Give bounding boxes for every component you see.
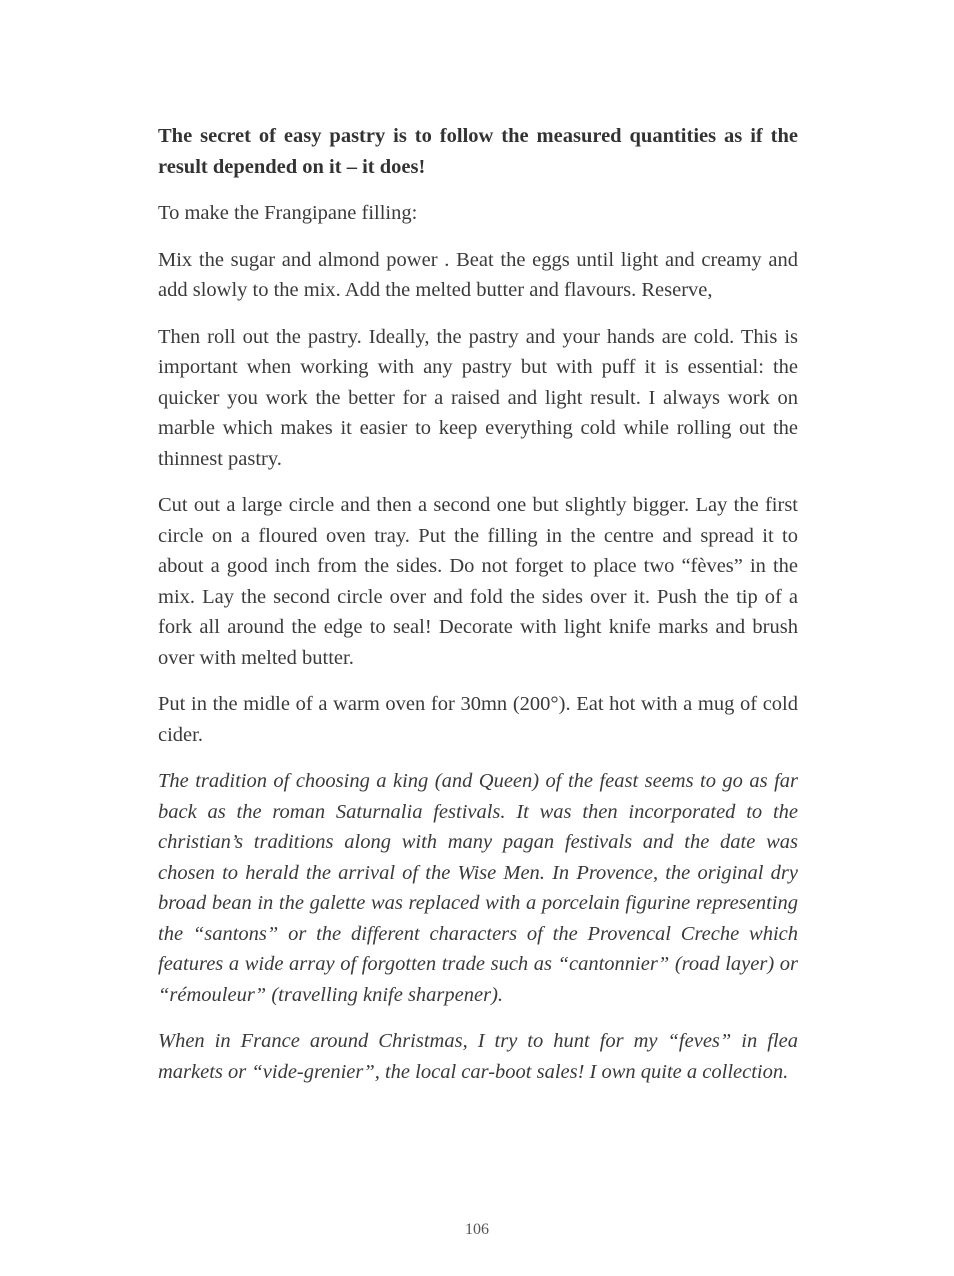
page-number: 106	[465, 1221, 489, 1238]
page-text-block	[158, 121, 798, 1103]
paragraph-roll-pastry: Then roll out the pastry. Ideally, the pastry and your hands are cold. This is important when working with any pastry but with puff it is essential: the quicker you work the better for a raised and light result. I always work on marble which makes it easier to keep everything cold while rolling out the thinnest pastry.	[158, 325, 798, 470]
paragraph-feves-collection-note: When in France around Christmas, I try to hunt for my “feves” in flea markets or “vide-grenier”, the local car-boot sales! I own quite a collection.	[158, 1030, 798, 1083]
paragraph-frangipane-intro: To make the Frangipane filling:	[158, 202, 418, 224]
recipe-heading: The secret of easy pastry is to follow the measured quantities as if the result depended on it – it does!	[158, 125, 798, 178]
paragraph-tradition-note: The tradition of choosing a king (and Queen) of the feast seems to go as far back as the roman Saturnalia festivals. It was then incorporated to the christian’s traditions along with many pagan festivals and the date was chosen to herald the arrival of the Wise Men. In Provence, the original dry broad bean in the galette was replaced with a porcelain figurine representing the “santons” or the different characters of the Provencal Creche which features a wide array of forgotten trade such as “cantonnier” (road layer) or “rémouleur” (travelling knife sharpener).	[158, 770, 798, 1006]
paragraph-mix-filling: Mix the sugar and almond power . Beat the eggs until light and creamy and add slowly to the mix. Add the melted butter and flavours. Reserve,	[158, 248, 798, 301]
paragraph-bake-serve: Put in the midle of a warm oven for 30mn (200°). Eat hot with a mug of cold cider.	[158, 693, 798, 746]
paragraph-assemble-galette: Cut out a large circle and then a second one but slightly bigger. Lay the first circle on a floured oven tray. Put the filling in the centre and spread it to about a good inch from the sides. Do not forget to place two “fèves” in the mix. Lay the second circle over and fold the sides over it. Push the tip of a fork all around the edge to seal! Decorate with light knife marks and brush over with melted butter.	[158, 494, 798, 669]
